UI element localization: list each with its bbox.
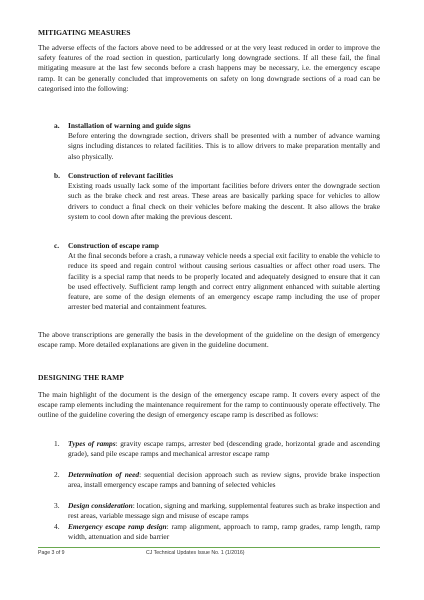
item-number: 2. — [54, 470, 60, 479]
item-label: c. — [54, 241, 60, 250]
item-label: a. — [54, 121, 60, 130]
item-text — [68, 439, 380, 459]
section-heading-mitigating-measures: MITIGATING MEASURES — [38, 28, 131, 37]
item-text — [68, 522, 380, 542]
design-intro-paragraph: The main highlight of the document is the design of the emergency escape ramp. It covers every aspect of the escape ramp elements including the maintenance requirement for the ramp to continuously operate effectively. The outline of the guideline covering the design of emergency escape ramp is described as follows: — [38, 390, 380, 420]
item-title: Determination of need — [68, 470, 140, 479]
footer-publication: CJ Technical Updates Issue No. 1 (1/2016) — [146, 550, 245, 556]
item-text — [68, 501, 380, 521]
item-body: Existing roads usually lack some of the important facilities before drivers enter the downgrade section such as the brake check and rest areas. These areas are basically parking space for vehicles to allow drivers to conduct a final check on their vehicles before making the descent. It also allows the brake system to cool down after making the previous descent. — [68, 181, 380, 221]
section-heading-designing-the-ramp: DESIGNING THE RAMP — [38, 373, 124, 382]
intro-paragraph: The adverse effects of the factors above need to be addressed or at the very least reduced in order to improve the safety features of the road section in question, particularly long downgrade sections. If all these fail, the final mitigating measure at the last few seconds before a crash happens may be necessary, i.e. the emergency escape ramp. It can be generally concluded that improvements on safety on long downgrade sections of a road can be categorised into the following: — [38, 43, 380, 93]
item-number: 4. — [54, 522, 60, 531]
item-number: 3. — [54, 501, 60, 510]
item-title: Emergency escape ramp design — [68, 522, 167, 531]
footer-divider — [38, 547, 380, 548]
footer-page-number: Page 3 of 9 — [38, 550, 65, 556]
item-text — [68, 470, 380, 490]
item-label: b. — [54, 171, 60, 180]
item-title: Construction of escape ramp — [68, 241, 159, 250]
item-title: Types of ramps — [68, 439, 116, 448]
item-description: : gravity escape ramps, arrester bed (descending grade, horizontal grade and ascending grade), sand pile escape ramps and mechanical arrestor escape ramp — [68, 439, 380, 459]
item-title: Construction of relevant facilities — [68, 171, 174, 180]
item-title: Design consideration — [68, 501, 133, 510]
item-description: : ramp alignment, approach to ramp, ramp grades, ramp length, ramp width, attenuation and side barrier — [68, 522, 381, 542]
item-description: : location, signing and marking, supplemental features such as brake inspection and rest areas, variable message sign and misuse of escape ramps — [68, 501, 380, 521]
item-body: At the final seconds before a crash, a runaway vehicle needs a special exit facility to enable the vehicle to reduce its speed and regain control without causing serious casualties or affect other road users. The facility is a special ramp that needs to be properly located and adequately designed to ensure that it can be used effectively. Sufficient ramp length and correct entry alignment enhanced with suitable alerting feature, are some of the design elements of an emergency escape ramp including the use of proper arrester bed material and containment features. — [68, 251, 380, 312]
closing-paragraph: The above transcriptions are generally the basis in the development of the guideline on the design of emergency escape ramp. More detailed explanations are given in the guideline document. — [38, 330, 380, 350]
item-body: Before entering the downgrade section, drivers shall be presented with a number of advance warning signs including distances to related facilities. This is to allow drivers to make preparation mentally and also physically. — [68, 131, 380, 161]
item-title: Installation of warning and guide signs — [68, 121, 191, 130]
item-number: 1. — [54, 439, 60, 448]
item-description: : sequential decision approach such as review signs, provide brake inspection area, install emergency escape ramps and banning of selected vehicles — [68, 470, 380, 490]
